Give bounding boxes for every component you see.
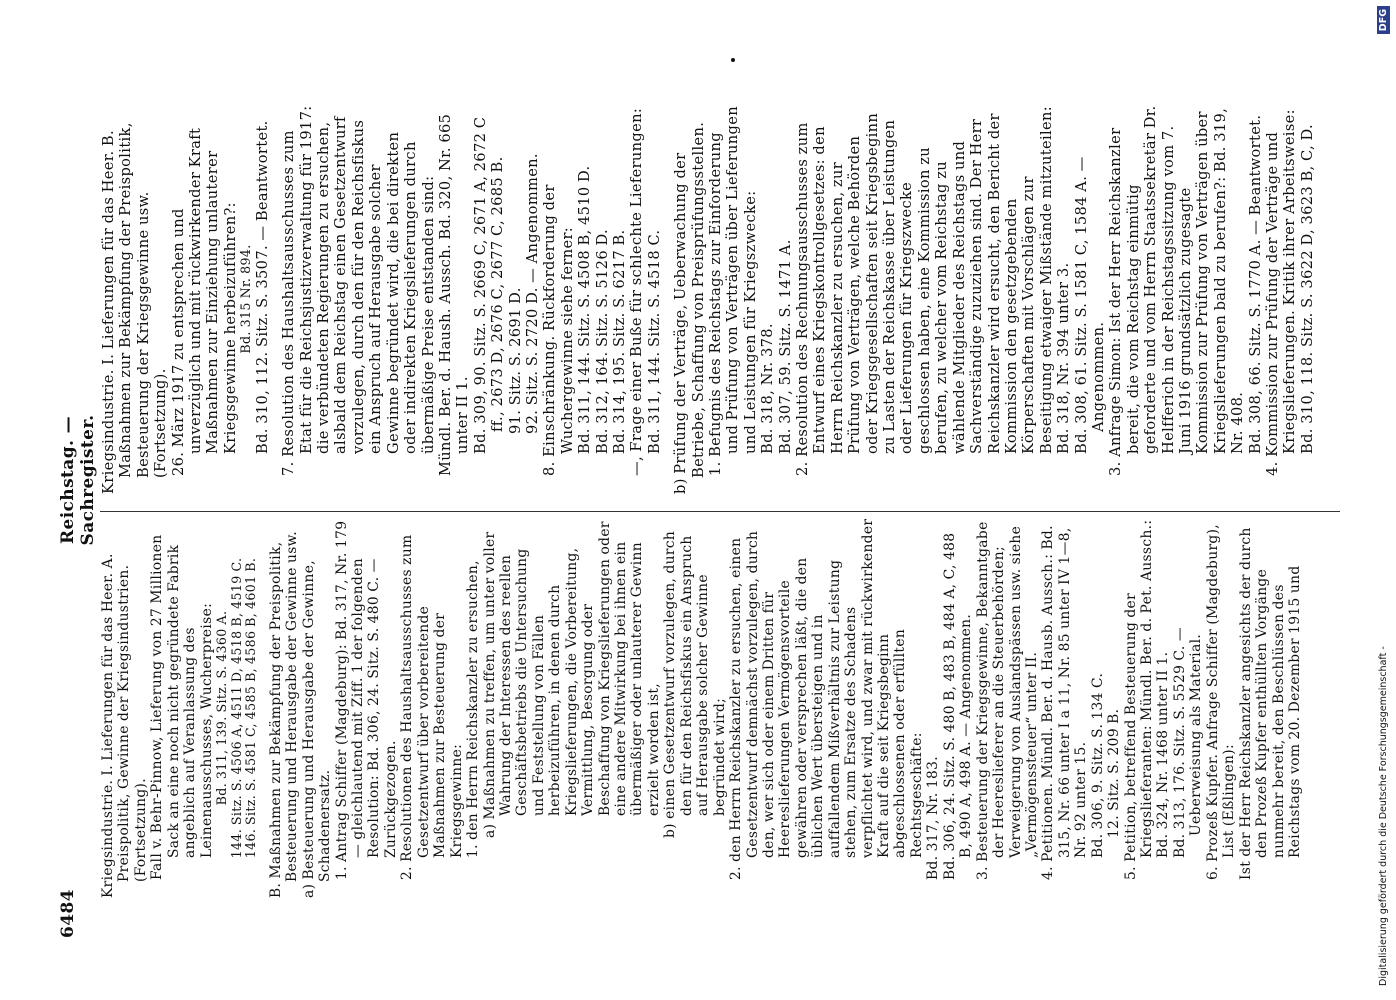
index-entry: 1. Antrag Schiffer (Magdeburg): Bd. 317, Nr. 179 — gleichlautend mit Ziff. 1 der folgenden Resolution: Bd. 306, 24. Sitz. S. 480 C. — Zurückgezogen. bbox=[333, 520, 399, 880]
index-entry: 7. Resolution des Haushaltsausschusses zum Etat für die Reichsjustizverwaltung für 1917: die verbündeten Regierungen zu ersuchen, alsbald dem Reichstag einen Gesetzentwurf vorzulegen, durch den für den Reichsfiskus ein Anspruch auf Herausgabe solcher Gewinne begründet wird, die bei direkten oder indirekten Kriegslieferungen durch übermäßige Preise entstanden sind: bbox=[280, 105, 437, 476]
digitization-note: Digitalisierung gefördert durch die Deutsche Forschungsgemeinschaft - bbox=[1378, 646, 1389, 986]
index-reference: Bd. 311, 139. Sitz. S. 4360 A. bbox=[214, 610, 230, 806]
subsection-heading: b) Prüfung der Verträge, Ueberwachung der Betriebe, Schaffung von Preisprüfungsstellen. bbox=[672, 121, 707, 494]
index-entry: 4. Petitionen. Mündl. Ber. d. Hausb. Aussch.: Bd. 315, Nr. 66 unter I a 11, Nr. 85 unter IV 1—8, Nr. 92 unter 15. bbox=[1040, 525, 1090, 880]
digitization-footer bbox=[1378, 6, 1396, 986]
ink-dot bbox=[731, 58, 735, 62]
index-entry: 26. März 1917 zu entsprechen und unverzüglich und mit rückwirkender Kraft Maßnahmen zur Einziehung unlauterer Kriegsgewinne herbeizuführen?: bbox=[169, 127, 239, 476]
index-entry: b) einen Gesetzentwurf vorzulegen, durch den für den Reichsfiskus ein Anspruch auf Herausgabe solcher Gewinne begründet wird; bbox=[662, 530, 728, 838]
index-reference: Bd. 306, 9. Sitz. S. 134 C. bbox=[1089, 672, 1106, 858]
index-reference: Bd. 306, 24. Sitz. S. 480 B, 483 B, 484 A, C, 488 B, 490 A, 498 A. — Angenommen. bbox=[941, 532, 975, 880]
index-reference: Bd. 307, 59. Sitz. S. 1471 A. bbox=[776, 239, 794, 454]
index-entry: 3. Besteuerung der Kriegsgewinne, Bekanntgabe der Heereslieferer an die Steuerbehörden; Verweigerung von Auslandspässen usw. siehe „Vermögenssteuer“ unter II. bbox=[974, 521, 1040, 880]
index-reference: Mündl. Ber. d. Haush. Aussch. Bd. 320, Nr. 665 unter II 1. bbox=[436, 113, 472, 476]
index-reference: Bd. 314, 195. Sitz. S. 6217 B. bbox=[610, 229, 628, 454]
index-reference: Bd. 318, Nr. 378. bbox=[759, 323, 777, 454]
index-entry: 8. Einschränkung. Rückforderung der Wuchergewinne siehe ferner: bbox=[541, 184, 576, 476]
index-reference: Bd. 310, 112. Sitz. S. 3507. — Beantwortet. bbox=[253, 120, 271, 454]
index-reference: Bd. 308, 61. Sitz. S. 1581 C, 1584 A. — Angenommen. bbox=[1072, 156, 1107, 454]
index-reference: 92. Sitz. S. 2720 D. — Angenommen. bbox=[523, 153, 541, 434]
section-heading: Kriegsindustrie. I. Lieferungen für das Heer. B. Maßnahmen zur Bekämpfung der Preispolitik, Besteuerung der Kriegsgewinne usw. (Fortsetzung). bbox=[100, 122, 170, 494]
index-reference: Bd. 315 Nr. 894. bbox=[238, 244, 254, 354]
index-reference: Bd. 309, 90. Sitz. S. 2669 C, 2671 A, 2672 C ff., 2673 D, 2676 C, 2677 C, 2685 B. bbox=[471, 116, 507, 454]
index-reference: Bd. 311, 144. Sitz. S. 4508 B, 4510 D. bbox=[576, 165, 594, 454]
index-reference: Bd. 313, 176. Sitz. S. 5529 C. — Ueberweisung als Material. bbox=[1171, 627, 1205, 858]
subsection-heading: B. Maßnahmen zur Bekämpfung der Preispolitik, Besteuerung und Herausgabe der Gewinne usw. bbox=[267, 531, 301, 898]
right-column bbox=[100, 104, 1316, 494]
index-entry: Fall v. Behr-Pinnow, Lieferung von 27 Millionen Sack an eine noch nicht gegründete Fabrik angeblich auf Veranlassung des Leinenausschusses, Wucherpreise: bbox=[149, 534, 215, 880]
subsection-heading: a) Besteuerung und Herausgabe der Gewinne, Schadenersatz. bbox=[300, 559, 334, 898]
index-entry: a) Maßnahmen zu treffen, um unter voller Wahrung der Interessen des reellen Geschäftsbetriebs die Untersuchung und Feststellung von Fällen herbeizuführen, in denen durch Kriegslieferungen, die Vorbereitung, Vermittlung, Besorgung oder Beschaffung von Kriegslieferungen oder eine andere Mitwirkung bei ihnen ein übermäßiger oder unlauterer Gewinn erzielt worden ist, bbox=[481, 521, 662, 838]
index-entry: 2. Resolution des Rechnungsausschusses zum Entwurf eines Kriegskontrollgesetzes: den Herrn Reichskanzler zu ersuchen, zur Prüfung von Verträgen, welche Behörden oder Kriegsgesellschaften seit Kriegsbeginn zu Lasten der Reichskasse über Leistungen oder Lieferungen für Kriegszwecke geschlossen haben, eine Kommission zu berufen, zu welcher vom Reichstag zu wählende Mitglieder des Reichstags und Sachverständige zuzuziehen sind. Der Herr Reichskanzler wird ersucht, den Bericht der Kommission den gesetzgebenden Körperschaften mit Vorschlägen zur Beseitigung etwaiger Mißstände mitzuteilen: Bd. 318, Nr. 394 unter 3. bbox=[794, 106, 1073, 476]
dfg-logo: DFG bbox=[1377, 6, 1390, 34]
index-entry: Ist der Herr Reichskanzler angesichts der durch den Prozeß Kupfer enthüllten Vorgänge nunmehr bereit, den Beschlüssen des Reichstags vom 20. Dezember 1915 und bbox=[1237, 527, 1303, 880]
column-divider bbox=[100, 511, 1340, 512]
index-entry: —, Frage einer Buße für schlechte Lieferungen: Bd. 311, 144. Sitz. S. 4518 C. bbox=[628, 107, 663, 476]
index-entry: 1. Befugnis des Reichstags zur Einforderung und Prüfung von Verträgen über Lieferungen und Leistungen für Kriegszwecke: bbox=[707, 106, 759, 476]
index-entry: 2. den Herrn Reichskanzler zu ersuchen, einen Gesetzentwurf demnächst vorzulegen, durch den, wer sich oder einem Dritten für Heereslieferungen Vermögensvorteile gewähren oder versprechen läßt, die den üblichen Wert übersteigen und in auffallendem Mißverhältnis zur Leistung stehen, zum Ersatze des Schadens verpflichtet wird, und zwar mit rückwirkender Kraft auf die seit Kriegsbeginn abgeschlossenen oder erfüllten Rechtsgeschäfte: bbox=[728, 518, 925, 880]
index-reference: Bd. 317, Nr. 183. bbox=[925, 756, 942, 880]
index-reference: Bd. 308, 66. Sitz. S. 1770 A. — Beantwortet. bbox=[1246, 114, 1264, 454]
index-entry: 4. Kommission zur Prüfung der Verträge und Kriegslieferungen. Kritik ihrer Arbeitsweise: Bd. 310, 118. Sitz. S. 3622 D, 3623 B, C, D. bbox=[1264, 109, 1316, 476]
index-reference: 144. Sitz. S. 4506 A, 4511 D, 4518 B, 4519 C. bbox=[228, 557, 244, 859]
index-entry: 3. Anfrage Simon: Ist der Herr Reichskanzler bereit, die vom Reichstag einmütig geforderte und vom Herrn Staatssekretär Dr. Helfferich in der Reichstagssitzung vom 7. Juni 1916 grundsätzlich zugesagte Kommission zur Prüfung von Verträgen über Kriegslieferungen bald zu berufen?: Bd. 319, Nr. 408. bbox=[1107, 105, 1247, 476]
index-reference: 12. Sitz. S. 209 B. bbox=[1106, 708, 1123, 838]
page-header-title: Reichstag. — Sachregister. bbox=[58, 414, 98, 546]
index-reference: Bd. 312, 164. Sitz. S. 5126 D. bbox=[593, 229, 611, 454]
index-entry: 2. Resolutionen des Haushaltsausschusses zum Gesetzentwurf über vorbereitende Maßnahmen zur Besteuerung der Kriegsgewinne: bbox=[399, 534, 465, 880]
section-heading: Kriegsindustrie. I. Lieferungen für das Heer. A. Preispolitik, Gewinne der Kriegsindustrien. (Fortsetzung). bbox=[100, 553, 149, 898]
page-number: 6484 bbox=[58, 889, 78, 938]
index-reference: 146. Sitz. S. 4581 C, 4585 B, 4586 B, 4601 B. bbox=[243, 557, 259, 859]
left-column bbox=[100, 518, 1303, 898]
index-entry: 5. Petition, betreffend Besteuerung der Kriegslieferanten: Mündl. Ber. d. Pet. Aussch.: Bd. 324, Nr. 1468 unter II 1. bbox=[1122, 519, 1172, 880]
index-entry: 1. den Herrn Reichskanzler zu ersuchen, bbox=[465, 560, 482, 858]
index-entry: 6. Prozeß Kupfer. Anfrage Schiffer (Magdeburg), List (Eßlingen): bbox=[1204, 523, 1238, 880]
index-reference: 91. Sitz. S. 2691 D. bbox=[506, 287, 524, 434]
